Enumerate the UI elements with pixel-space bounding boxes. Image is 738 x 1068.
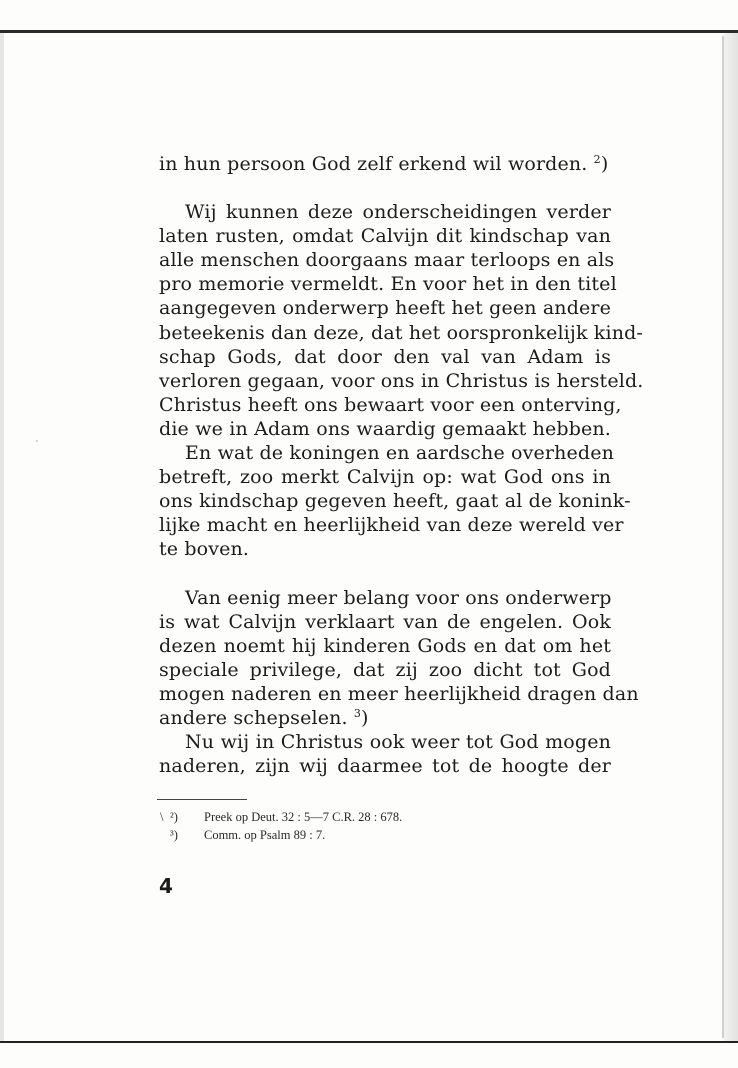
text-line: betreft, zoo merkt Calvijn op: wat God ons in: [159, 466, 611, 489]
text-line: beteekenis dan deze, dat het oorspronkelijk kind-: [159, 321, 643, 344]
footnote-text: Comm. op Psalm 89 : 7.: [204, 828, 326, 842]
body-text: [159, 152, 644, 778]
footnotes: [160, 808, 402, 844]
footnote-text: Preek op Deut. 32 : 5—7 C.R. 28 : 678.: [204, 810, 403, 824]
paragraph-gap: [159, 562, 611, 586]
text-line: naderen, zijn wij daarmee tot de hoogte der: [159, 755, 611, 778]
text-line: is wat Calvijn verklaart van de engelen. Ook: [159, 610, 611, 633]
text-line: alle menschen doorgaans maar terloops en als: [159, 249, 615, 272]
scan-speck: [36, 440, 38, 442]
page-left-margin-shadow: [0, 33, 4, 1041]
paragraph-gap: [159, 176, 611, 200]
text-line: te boven.: [159, 538, 250, 561]
footnote-2: [160, 808, 402, 826]
text-line: andere schepselen. $^3$): [159, 706, 369, 729]
text-line: laten rusten, omdat Calvijn dit kindschap van: [159, 225, 611, 248]
text-line: dezen noemt hij kinderen Gods en dat om het: [159, 634, 611, 657]
footnote-ref-2: 2: [593, 153, 601, 166]
footnote-separator: [157, 799, 247, 800]
page-right-edge: [722, 36, 724, 1038]
text-line: Wij kunnen deze onderscheidingen verder: [185, 201, 611, 224]
footnote-number: ³): [170, 828, 178, 842]
footnote-ref-3: 3: [353, 706, 362, 720]
text-line: die we in Adam ons waardig gemaakt hebben.: [159, 417, 611, 440]
text-line: in hun persoon God zelf erkend wil worden. $^2$): [159, 153, 609, 175]
text-line: mogen naderen en meer heerlijkheid dragen dan: [159, 682, 639, 705]
page-binding-shadow: [724, 33, 738, 1041]
text-line: ons kindschap gegeven heeft, gaat al de konink-: [159, 490, 631, 513]
text-line: verloren gegaan, voor ons in Christus is hersteld.: [159, 369, 644, 392]
footnote-stray-mark: \: [160, 810, 164, 824]
text-line: schap Gods, dat door den val van Adam is: [159, 345, 611, 368]
page-number: 4: [159, 874, 173, 898]
text-line: aangegeven onderwerp heeft het geen andere: [159, 297, 612, 320]
text-line: lijke macht en heerlijkheid van deze wereld ver: [159, 514, 624, 537]
text-line: En wat de koningen en aardsche overheden: [185, 442, 615, 465]
footnote-number: ²): [170, 810, 178, 824]
text-line: speciale privilege, dat zij zoo dicht tot God: [159, 658, 611, 681]
bottom-scan-border: [0, 1041, 738, 1043]
text-line: pro memorie vermeldt. En voor het in den titel: [159, 273, 617, 296]
text-line: Van eenig meer belang voor ons onderwerp: [185, 586, 612, 609]
footnote-3: [160, 826, 402, 844]
text-line: Christus heeft ons bewaart voor een onterving,: [159, 393, 622, 416]
top-scan-border: [0, 30, 738, 33]
text-line: Nu wij in Christus ook weer tot God mogen: [185, 731, 611, 754]
